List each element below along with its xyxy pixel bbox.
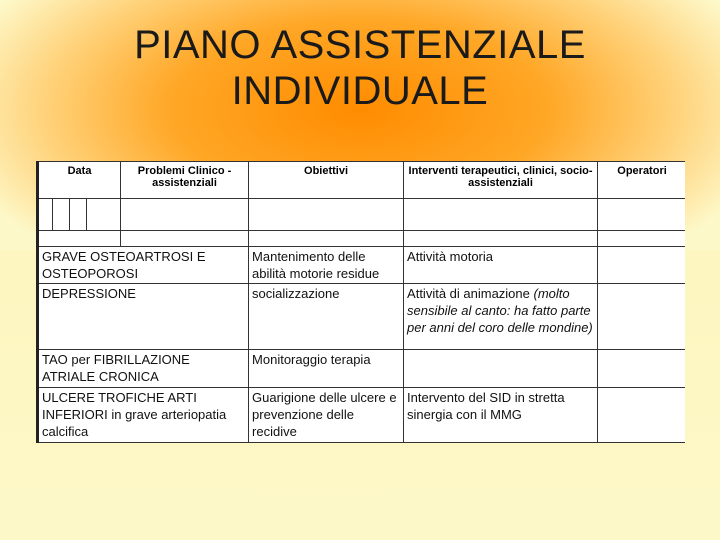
table-header-row — [38, 162, 686, 199]
empty-cell — [404, 231, 598, 246]
cell-problemi: DEPRESSIONE — [38, 283, 249, 349]
slide-title-line-1: PIANO ASSISTENZIALE — [134, 23, 586, 67]
cell-operatori — [598, 246, 685, 283]
table-row — [38, 283, 686, 349]
table-row — [38, 246, 686, 283]
empty-cell — [121, 231, 249, 246]
cell-obiettivi: Monitoraggio terapia — [249, 350, 404, 387]
header-interventi: Interventi terapeutici, clinici, socio-assistenziali — [404, 162, 598, 199]
date-cell-1 — [38, 199, 53, 231]
table-spacer-row — [38, 231, 686, 246]
table-empty-row — [38, 199, 686, 231]
cell-interventi — [404, 350, 598, 387]
table-row — [38, 350, 686, 387]
empty-cell — [598, 199, 685, 231]
table-row — [38, 387, 686, 442]
cell-obiettivi: Guarigione delle ulcere e prevenzione delle recidive — [249, 387, 404, 442]
cell-interventi — [404, 283, 598, 349]
date-cell-2 — [53, 199, 70, 231]
cell-problemi: ULCERE TROFICHE ARTI INFERIORI in grave arteriopatia calcifica — [38, 387, 249, 442]
empty-cell — [38, 231, 121, 246]
cell-interventi: Intervento del SID in stretta sinergia con il MMG — [404, 387, 598, 442]
header-problemi: Problemi Clinico - assistenziali — [121, 162, 249, 199]
cell-interventi — [404, 246, 598, 283]
cell-operatori — [598, 283, 685, 349]
cell-problemi: TAO per FIBRILLAZIONE ATRIALE CRONICA — [38, 350, 249, 387]
header-data: Data — [38, 162, 121, 199]
empty-cell — [249, 231, 404, 246]
date-cell-3 — [70, 199, 87, 231]
cell-operatori — [598, 387, 685, 442]
empty-cell — [598, 231, 685, 246]
cell-problemi: GRAVE OSTEOARTROSI E OSTEOPOROSI — [38, 246, 249, 283]
empty-cell — [249, 199, 404, 231]
cell-obiettivi: Mantenimento delle abilità motorie residue — [249, 246, 404, 283]
interventi-text: Attività di animazione — [407, 285, 530, 301]
care-plan-grid — [36, 161, 685, 443]
care-plan-table — [36, 161, 685, 443]
cell-operatori — [598, 350, 685, 387]
empty-cell — [404, 199, 598, 231]
slide-title-line-2: INDIVIDUALE — [231, 69, 489, 113]
interventi-note: (molto sensibile al canto: ha fatto parte per anni del coro delle mondine) — [407, 285, 593, 335]
interventi-text: Attività motoria — [407, 248, 494, 264]
header-operatori: Operatori — [598, 162, 685, 199]
cell-obiettivi: socializzazione — [249, 283, 404, 349]
empty-cell — [121, 199, 249, 231]
header-obiettivi: Obiettivi — [249, 162, 404, 199]
slide-title — [0, 22, 720, 114]
date-cell-4 — [87, 199, 121, 231]
